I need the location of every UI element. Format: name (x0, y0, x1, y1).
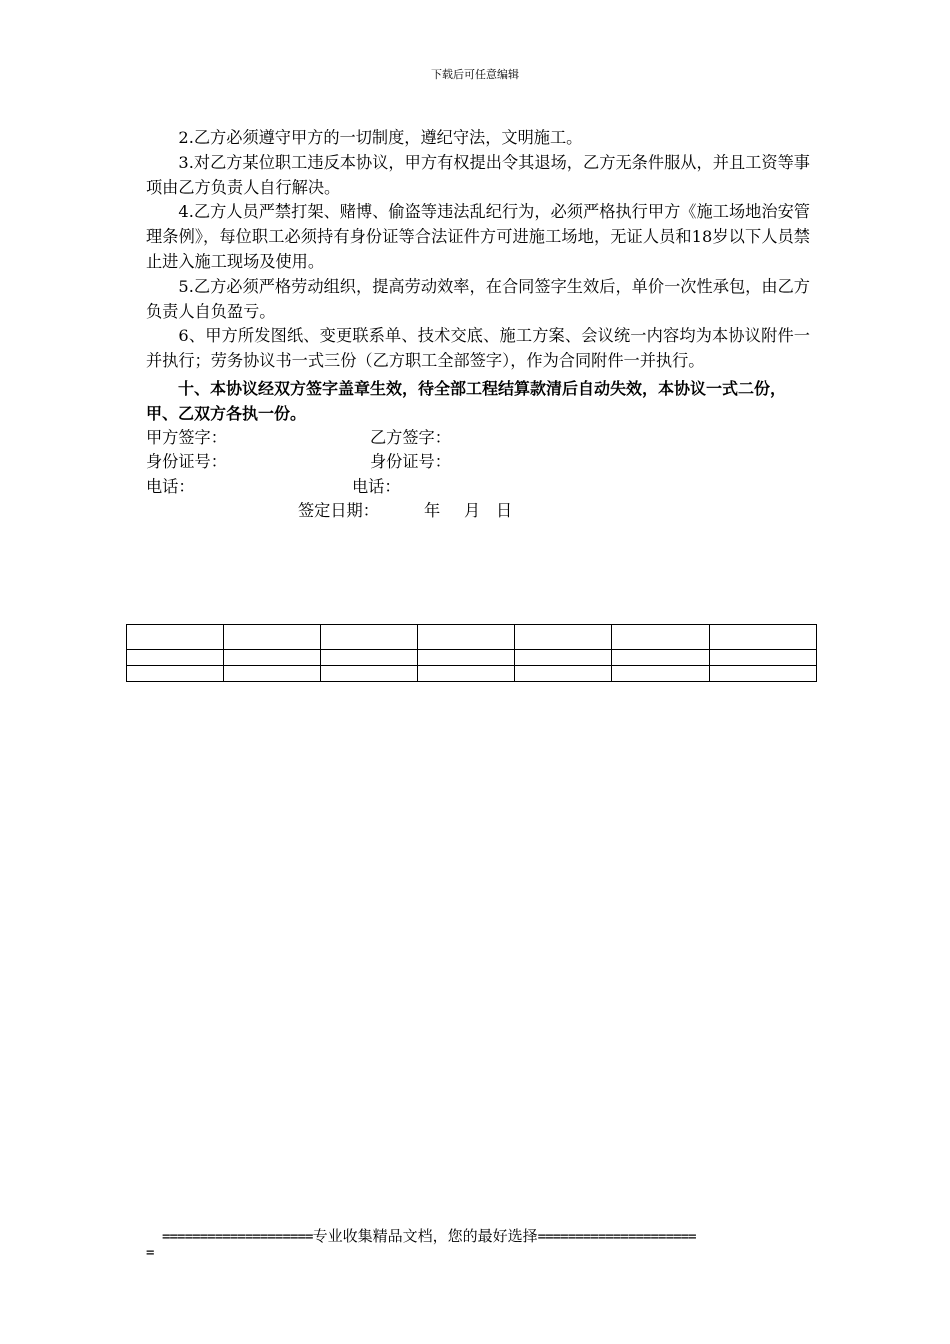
empty-grid-table (126, 624, 817, 682)
table-row (127, 650, 817, 666)
table-cell (612, 666, 710, 682)
table-cell (515, 625, 612, 650)
table-cell (127, 625, 224, 650)
clause-paragraph-5: 5.乙方必须严格劳动组织，提高劳动效率，在合同签字生效后，单价一次性承包，由乙方负责人自负盈亏。 (146, 276, 810, 321)
clause-paragraph-6: 6、甲方所发图纸、变更联系单、技术交底、施工方案、会议统一内容均为本协议附件一并执行；劳务协议书一式三份（乙方职工全部签字），作为合同附件一并执行。 (146, 326, 810, 371)
signing-date-label: 签定日期： (298, 501, 379, 521)
table-cell (224, 666, 321, 682)
phone-row (146, 475, 810, 500)
table-cell (418, 625, 515, 650)
table-cell (321, 666, 418, 682)
footer-tail-rule: = (146, 1245, 155, 1261)
party-a-id-label: 身份证号： (146, 452, 227, 472)
table-cell (515, 666, 612, 682)
clause-paragraph-3: 3.对乙方某位职工违反本协议，甲方有权提出令其退场，乙方无条件服从，并且工资等事项由乙方负责人自行解决。 (146, 152, 810, 197)
table-cell (710, 625, 817, 650)
table-cell (127, 666, 224, 682)
page-footer (162, 1225, 696, 1246)
clause-paragraph-4: 4.乙方人员严禁打架、赌博、偷盗等违法乱纪行为，必须严格执行甲方《施工场地治安管理条例》，每位职工必须持有身份证等合法证件方可进施工场地，无证人员和18岁以下人员禁止进入施工现场及使用。 (146, 202, 810, 271)
table-cell (612, 650, 710, 666)
clause-paragraph-2: 2.乙方必须遵守甲方的一切制度，遵纪守法，文明施工。 (178, 128, 583, 147)
id-number-row (146, 450, 810, 475)
signature-row (146, 426, 810, 451)
table-cell (224, 625, 321, 650)
party-b-phone-label: 电话： (352, 476, 401, 496)
table-row (127, 666, 817, 682)
table-cell (515, 650, 612, 666)
table-cell (321, 625, 418, 650)
table-cell (321, 650, 418, 666)
party-b-signature-label: 乙方签字： (370, 427, 451, 447)
table-cell (612, 625, 710, 650)
table-cell (710, 666, 817, 682)
table-cell (710, 650, 817, 666)
contract-body (146, 126, 810, 525)
date-month-label: 月 (464, 501, 481, 521)
footer-left-rule: ==================== (162, 1229, 313, 1245)
date-day-label: 日 (496, 501, 513, 521)
signing-date-row (146, 499, 810, 525)
party-a-phone-label: 电话： (146, 476, 195, 496)
clause-ten-heading: 十、本协议经双方签字盖章生效，待全部工程结算款清后自动失效，本协议一式二份，甲、乙双方各执一份。 (146, 378, 787, 423)
footer-right-rule: ===================== (537, 1229, 696, 1245)
table-cell (418, 650, 515, 666)
table-cell (127, 650, 224, 666)
party-a-signature-label: 甲方签字： (146, 427, 227, 447)
page-header-note: 下载后可任意编辑 (431, 68, 519, 81)
table-cell (224, 650, 321, 666)
date-year-label: 年 (424, 501, 441, 521)
table-row (127, 625, 817, 650)
party-b-id-label: 身份证号： (370, 452, 451, 472)
table-cell (418, 666, 515, 682)
footer-text: 专业收集精品文档，您的最好选择 (312, 1227, 538, 1245)
